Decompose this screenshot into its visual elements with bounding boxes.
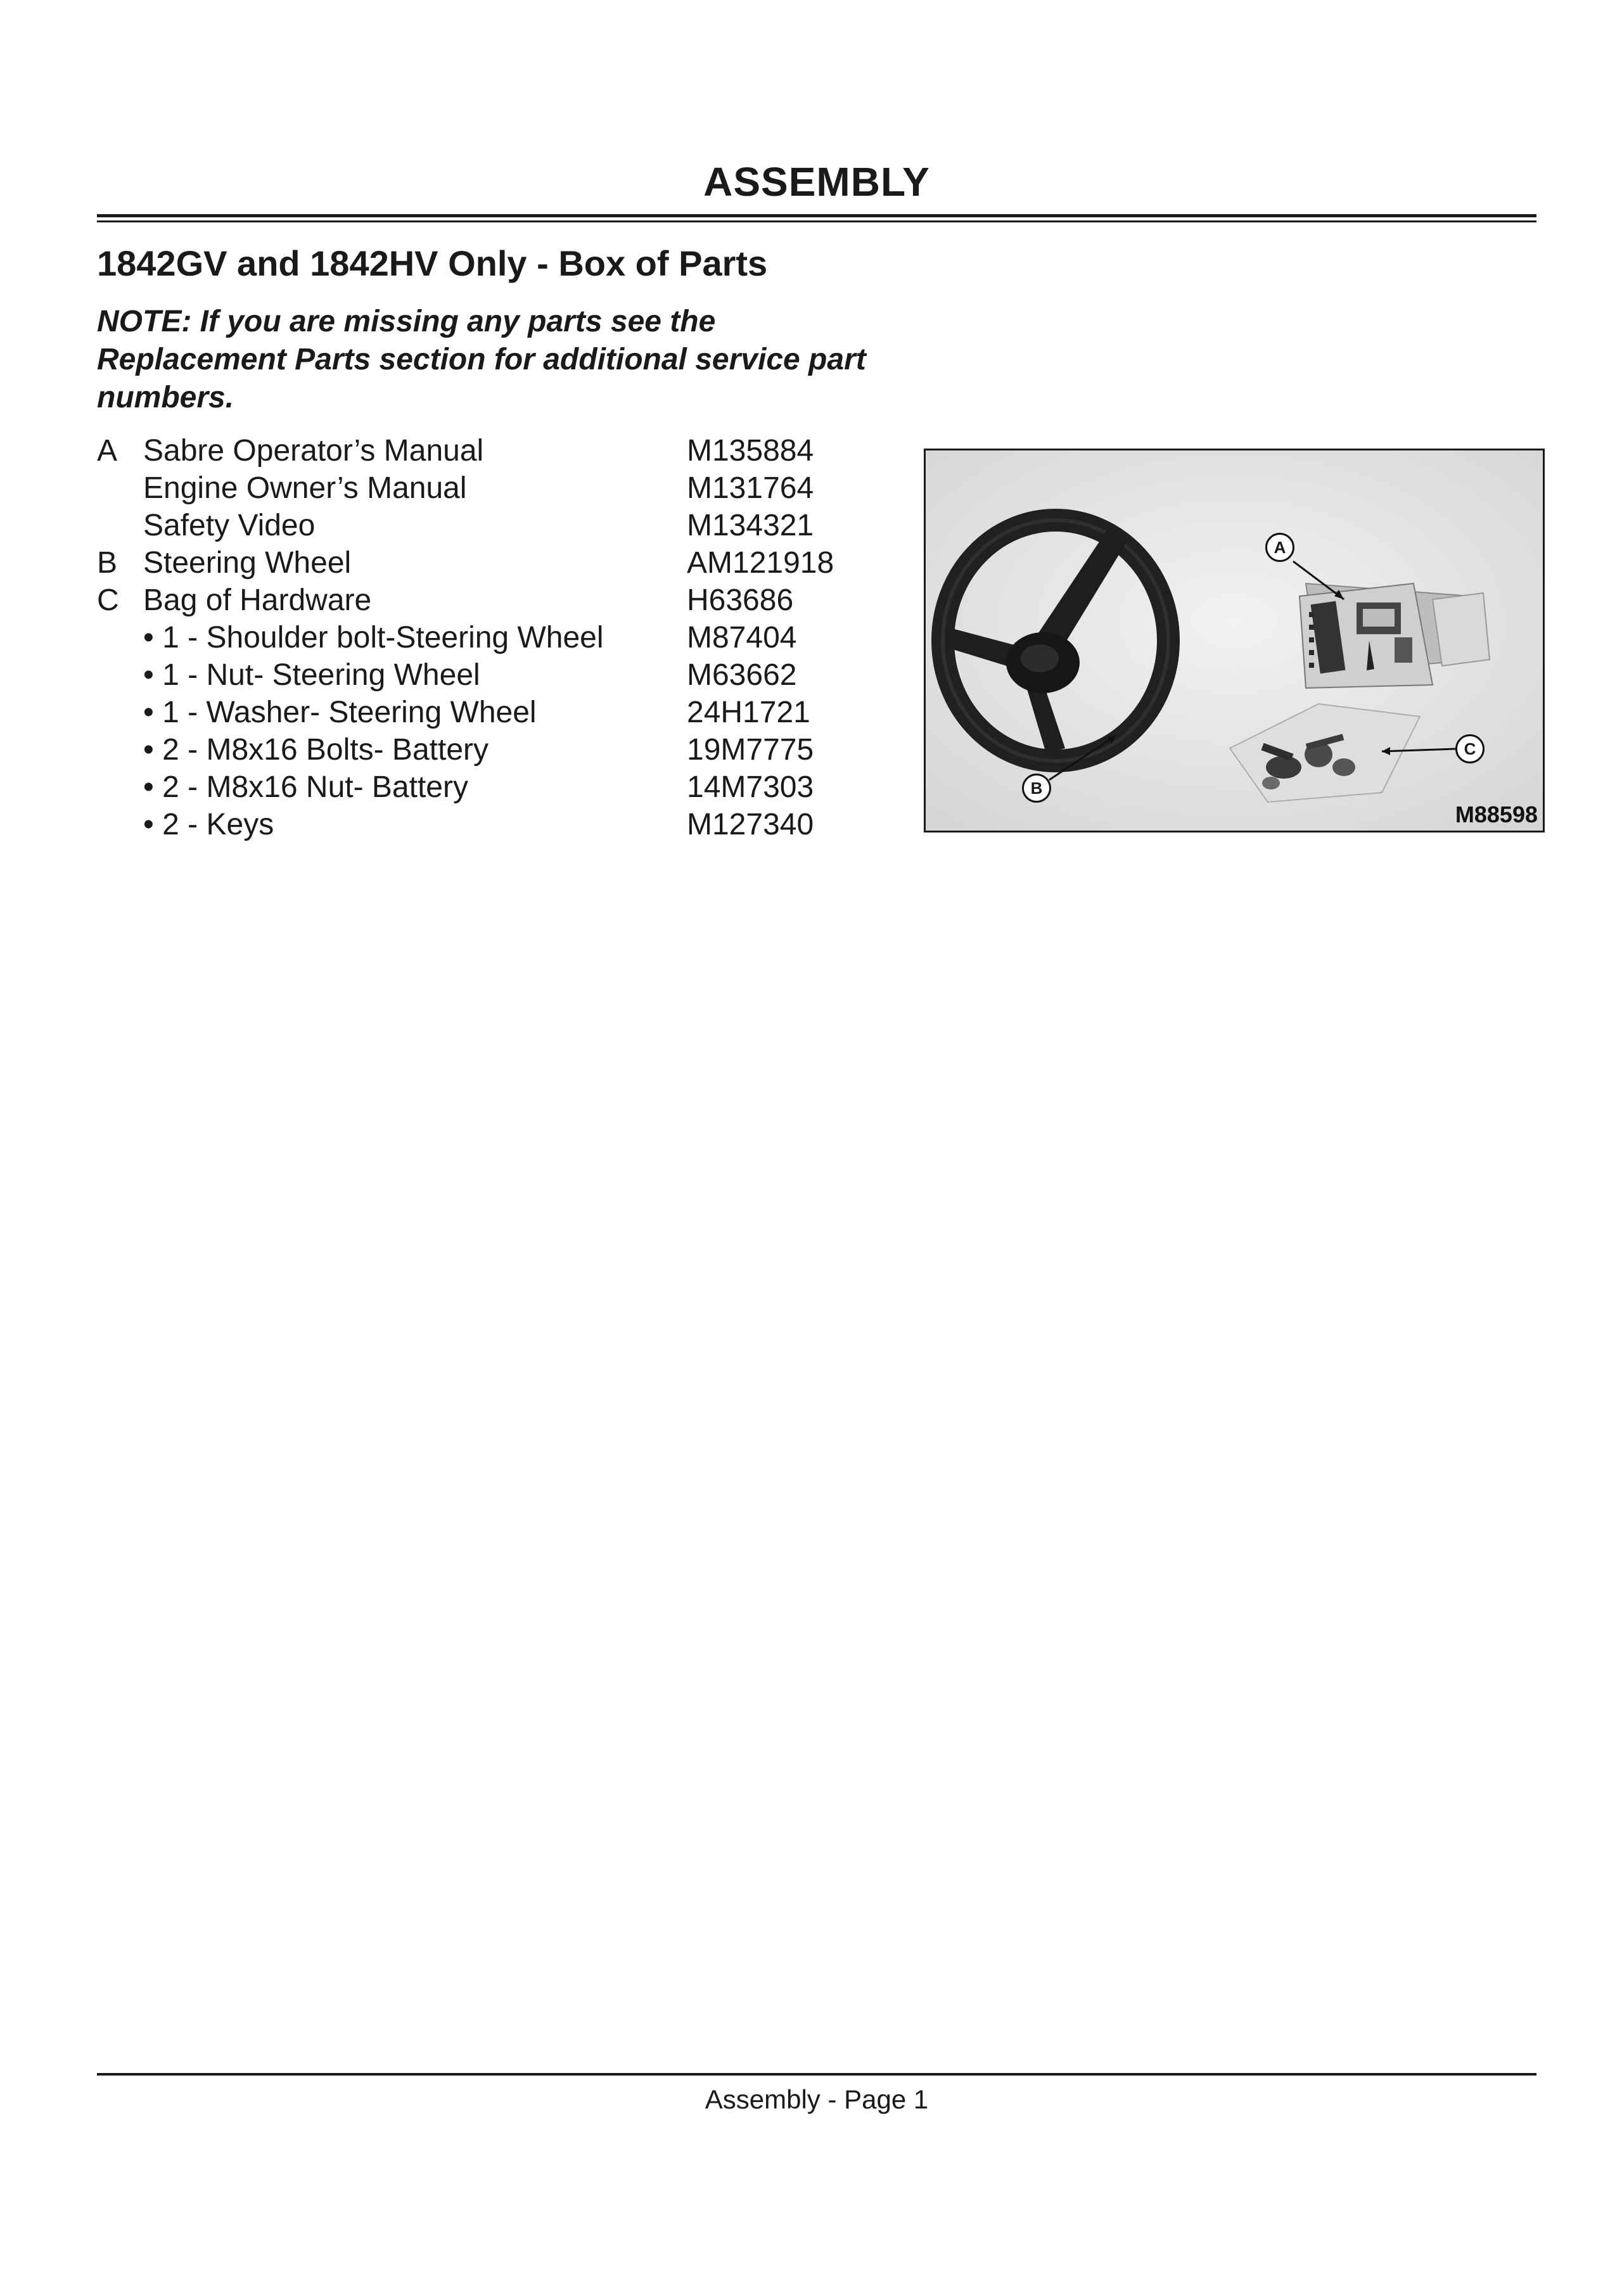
part-row [97, 806, 921, 843]
part-description: • 2 - M8x16 Bolts- Battery [143, 733, 489, 767]
parts-photo-illustration [926, 450, 1543, 831]
part-description: • 2 - M8x16 Nut- Battery [143, 770, 468, 804]
part-number: 14M7303 [687, 770, 814, 804]
part-number: M63662 [687, 658, 797, 692]
part-number: M135884 [687, 434, 814, 468]
parts-photo [924, 449, 1545, 832]
page-title: ASSEMBLY [703, 159, 930, 205]
part-row [97, 619, 921, 656]
part-number: 24H1721 [687, 696, 810, 729]
part-description: • 1 - Nut- Steering Wheel [143, 658, 480, 692]
note-text: NOTE: If you are missing any parts see the Replacement Parts section for additional service part numbers. [97, 305, 866, 414]
part-number: 19M7775 [687, 733, 814, 767]
part-description: • 2 - Keys [143, 808, 274, 841]
part-row [97, 656, 921, 694]
footer-rule [97, 2073, 1536, 2076]
header-rule-secondary [97, 220, 1536, 222]
page-footer: Assembly - Page 1 [705, 2084, 929, 2114]
callout-c: C [1455, 734, 1485, 763]
part-number: M131764 [687, 471, 814, 505]
part-description: Sabre Operator’s Manual [143, 434, 484, 468]
part-description: Engine Owner’s Manual [143, 471, 467, 505]
part-description: Steering Wheel [143, 546, 352, 580]
part-row [97, 694, 921, 731]
header-rule [97, 214, 1536, 217]
section-title: 1842GV and 1842HV Only - Box of Parts [97, 243, 768, 283]
callout-b: B [1022, 774, 1051, 803]
part-description: • 1 - Shoulder bolt-Steering Wheel [143, 621, 604, 654]
part-row [97, 769, 921, 806]
part-description: Safety Video [143, 509, 316, 542]
callout-a: A [1265, 533, 1294, 562]
part-letter: C [97, 584, 119, 617]
part-row [97, 731, 921, 769]
part-number: AM121918 [687, 546, 834, 580]
part-row [97, 544, 921, 582]
part-row [97, 469, 921, 507]
part-number: M127340 [687, 808, 814, 841]
part-letter: A [97, 434, 118, 468]
part-number: M134321 [687, 509, 814, 542]
parts-list [97, 432, 921, 843]
part-letter: B [97, 546, 118, 580]
part-description: Bag of Hardware [143, 584, 372, 617]
part-number: H63686 [687, 584, 794, 617]
part-description: • 1 - Washer- Steering Wheel [143, 696, 537, 729]
part-row [97, 582, 921, 619]
part-row [97, 432, 921, 469]
part-row [97, 507, 921, 544]
figure-id: M88598 [1455, 801, 1538, 827]
part-number: M87404 [687, 621, 797, 654]
